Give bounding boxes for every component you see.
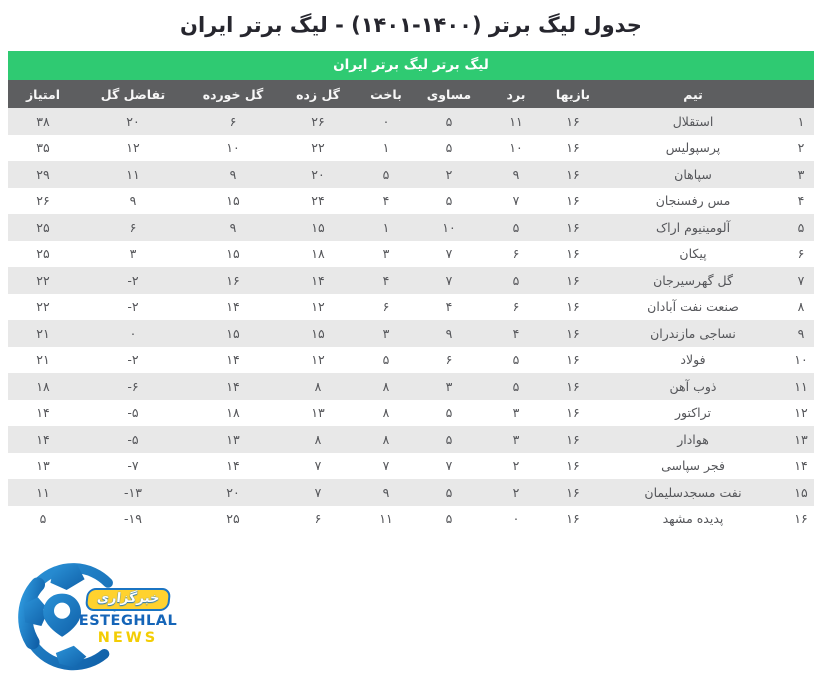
team-name-cell: فولاد bbox=[680, 352, 706, 368]
standings-table-container bbox=[8, 51, 814, 532]
gf-cell: ۲۰ bbox=[311, 166, 325, 182]
table-row bbox=[8, 506, 814, 533]
logo-title: ESTEGHLAL bbox=[78, 613, 178, 629]
team-name-cell: آلومینیوم اراک bbox=[655, 219, 731, 235]
table-row bbox=[8, 320, 814, 347]
col-header-wins: برد bbox=[484, 80, 548, 108]
played-cell: ۱۶ bbox=[566, 140, 580, 156]
losses-cell: ۰ bbox=[382, 113, 390, 129]
table-row bbox=[8, 135, 814, 162]
ga-cell: ۱۴ bbox=[226, 352, 240, 368]
pts-cell: ۳۵ bbox=[36, 140, 50, 156]
rank-cell: ۱ bbox=[797, 113, 805, 129]
gd-cell: -۲ bbox=[127, 352, 139, 368]
gd-cell: ۹ bbox=[129, 193, 137, 209]
draws-cell: ۷ bbox=[445, 272, 453, 288]
gf-cell: ۷ bbox=[314, 484, 322, 500]
table-row bbox=[8, 426, 814, 453]
rank-cell: ۱۴ bbox=[794, 458, 808, 474]
pts-cell: ۱۴ bbox=[36, 431, 50, 447]
gd-cell: ۶ bbox=[129, 219, 137, 235]
rank-cell: ۱۶ bbox=[794, 511, 808, 527]
rank-cell: ۱۱ bbox=[794, 378, 808, 394]
losses-cell: ۳ bbox=[382, 246, 390, 262]
ga-cell: ۱۵ bbox=[226, 246, 240, 262]
gd-cell: -۱۹ bbox=[124, 511, 142, 527]
draws-cell: ۴ bbox=[445, 299, 453, 315]
col-header-losses: باخت bbox=[358, 80, 414, 108]
losses-cell: ۴ bbox=[382, 272, 390, 288]
ga-cell: ۶ bbox=[229, 113, 237, 129]
team-name-cell: صنعت نفت آبادان bbox=[647, 299, 739, 315]
rank-cell: ۵ bbox=[797, 219, 805, 235]
gf-cell: ۱۸ bbox=[311, 246, 325, 262]
agency-badge: خبرگزاری bbox=[85, 588, 172, 611]
played-cell: ۱۶ bbox=[566, 272, 580, 288]
wins-cell: ۵ bbox=[512, 352, 520, 368]
pts-cell: ۲۲ bbox=[36, 272, 50, 288]
table-row bbox=[8, 267, 814, 294]
losses-cell: ۷ bbox=[382, 458, 390, 474]
draws-cell: ۵ bbox=[445, 193, 453, 209]
wins-cell: ۵ bbox=[512, 272, 520, 288]
wins-cell: ۲ bbox=[512, 484, 520, 500]
ga-cell: ۱۰ bbox=[226, 140, 240, 156]
team-name-cell: پیکان bbox=[679, 246, 707, 262]
draws-cell: ۳ bbox=[445, 378, 453, 394]
gf-cell: ۱۵ bbox=[311, 325, 325, 341]
esteghlal-news-logo bbox=[18, 563, 203, 675]
team-name-cell: پرسپولیس bbox=[665, 140, 721, 156]
team-name-cell: استقلال bbox=[672, 113, 714, 129]
draws-cell: ۵ bbox=[445, 484, 453, 500]
gd-cell: -۵ bbox=[127, 405, 139, 421]
gd-cell: ۱۲ bbox=[126, 140, 140, 156]
pts-cell: ۱۱ bbox=[36, 484, 50, 500]
table-row bbox=[8, 294, 814, 321]
rank-cell: ۲ bbox=[797, 140, 805, 156]
draws-cell: ۵ bbox=[445, 431, 453, 447]
wins-cell: ۷ bbox=[512, 193, 520, 209]
ga-cell: ۱۵ bbox=[226, 193, 240, 209]
team-name-cell: سپاهان bbox=[674, 166, 712, 182]
table-row bbox=[8, 400, 814, 427]
standings-body bbox=[8, 108, 814, 532]
losses-cell: ۱۱ bbox=[379, 511, 393, 527]
pts-cell: ۱۴ bbox=[36, 405, 50, 421]
team-name-cell: تراکتور bbox=[674, 405, 712, 421]
played-cell: ۱۶ bbox=[566, 352, 580, 368]
gf-cell: ۸ bbox=[314, 431, 322, 447]
pts-cell: ۲۱ bbox=[36, 325, 50, 341]
played-cell: ۱۶ bbox=[566, 405, 580, 421]
gf-cell: ۲۲ bbox=[311, 140, 325, 156]
gd-cell: -۵ bbox=[127, 431, 139, 447]
pts-cell: ۲۹ bbox=[36, 166, 50, 182]
losses-cell: ۴ bbox=[382, 193, 390, 209]
rank-cell: ۱۳ bbox=[794, 431, 808, 447]
ga-cell: ۱۵ bbox=[226, 325, 240, 341]
table-row bbox=[8, 188, 814, 215]
page bbox=[0, 13, 822, 690]
played-cell: ۱۶ bbox=[566, 511, 580, 527]
pts-cell: ۱۸ bbox=[36, 378, 50, 394]
gf-cell: ۱۴ bbox=[311, 272, 325, 288]
gd-cell: -۷ bbox=[127, 458, 139, 474]
draws-cell: ۷ bbox=[445, 458, 453, 474]
draws-cell: ۱۰ bbox=[442, 219, 456, 235]
col-header-rank bbox=[788, 80, 814, 108]
losses-cell: ۹ bbox=[382, 484, 390, 500]
pts-cell: ۳۸ bbox=[36, 113, 50, 129]
played-cell: ۱۶ bbox=[566, 484, 580, 500]
team-name-cell: ذوب آهن bbox=[669, 378, 717, 394]
gd-cell: ۰ bbox=[129, 325, 137, 341]
losses-cell: ۱ bbox=[382, 140, 390, 156]
played-cell: ۱۶ bbox=[566, 325, 580, 341]
gf-cell: ۱۵ bbox=[311, 219, 325, 235]
played-cell: ۱۶ bbox=[566, 378, 580, 394]
wins-cell: ۵ bbox=[512, 378, 520, 394]
gd-cell: ۱۱ bbox=[126, 166, 140, 182]
logo-text bbox=[76, 587, 180, 646]
pts-cell: ۲۱ bbox=[36, 352, 50, 368]
losses-cell: ۸ bbox=[382, 431, 390, 447]
table-row bbox=[8, 347, 814, 374]
pts-cell: ۲۲ bbox=[36, 299, 50, 315]
gd-cell: -۶ bbox=[127, 378, 139, 394]
league-banner: لیگ برتر لیگ برتر ایران bbox=[8, 51, 814, 80]
rank-cell: ۱۰ bbox=[794, 352, 808, 368]
wins-cell: ۳ bbox=[512, 431, 520, 447]
played-cell: ۱۶ bbox=[566, 166, 580, 182]
losses-cell: ۸ bbox=[382, 378, 390, 394]
table-row bbox=[8, 161, 814, 188]
wins-cell: ۰ bbox=[512, 511, 520, 527]
draws-cell: ۹ bbox=[445, 325, 453, 341]
losses-cell: ۶ bbox=[382, 299, 390, 315]
header-row bbox=[8, 80, 814, 108]
wins-cell: ۳ bbox=[512, 405, 520, 421]
gf-cell: ۷ bbox=[314, 458, 322, 474]
rank-cell: ۶ bbox=[797, 246, 805, 262]
rank-cell: ۹ bbox=[797, 325, 805, 341]
gd-cell: ۳ bbox=[129, 246, 137, 262]
pts-cell: ۲۵ bbox=[36, 219, 50, 235]
team-name-cell: نفت مسجدسلیمان bbox=[644, 484, 742, 500]
col-header-goals-against: گل خورده bbox=[188, 80, 278, 108]
wins-cell: ۵ bbox=[512, 219, 520, 235]
draws-cell: ۵ bbox=[445, 113, 453, 129]
played-cell: ۱۶ bbox=[566, 299, 580, 315]
team-name-cell: پدیده مشهد bbox=[662, 511, 724, 527]
gf-cell: ۱۲ bbox=[311, 299, 325, 315]
table-row bbox=[8, 214, 814, 241]
ga-cell: ۱۶ bbox=[226, 272, 240, 288]
losses-cell: ۵ bbox=[382, 352, 390, 368]
rank-cell: ۱۲ bbox=[794, 405, 808, 421]
played-cell: ۱۶ bbox=[566, 458, 580, 474]
losses-cell: ۳ bbox=[382, 325, 390, 341]
ga-cell: ۲۵ bbox=[226, 511, 240, 527]
played-cell: ۱۶ bbox=[566, 219, 580, 235]
pts-cell: ۵ bbox=[39, 511, 47, 527]
losses-cell: ۸ bbox=[382, 405, 390, 421]
gf-cell: ۱۳ bbox=[311, 405, 325, 421]
played-cell: ۱۶ bbox=[566, 113, 580, 129]
rank-cell: ۳ bbox=[797, 166, 805, 182]
wins-cell: ۲ bbox=[512, 458, 520, 474]
gf-cell: ۸ bbox=[314, 378, 322, 394]
pts-cell: ۲۶ bbox=[36, 193, 50, 209]
ga-cell: ۱۴ bbox=[226, 458, 240, 474]
gf-cell: ۱۲ bbox=[311, 352, 325, 368]
played-cell: ۱۶ bbox=[566, 431, 580, 447]
gd-cell: -۲ bbox=[127, 272, 139, 288]
wins-cell: ۱۰ bbox=[509, 140, 523, 156]
col-header-draws: مساوی bbox=[414, 80, 484, 108]
ga-cell: ۲۰ bbox=[226, 484, 240, 500]
ga-cell: ۱۸ bbox=[226, 405, 240, 421]
losses-cell: ۱ bbox=[382, 219, 390, 235]
played-cell: ۱۶ bbox=[566, 246, 580, 262]
wins-cell: ۹ bbox=[512, 166, 520, 182]
team-name-cell: گل گهرسیرجان bbox=[653, 272, 733, 288]
col-header-team: تیم bbox=[598, 80, 788, 108]
table-row bbox=[8, 453, 814, 480]
team-name-cell: نساجی مازندران bbox=[650, 325, 736, 341]
rank-cell: ۸ bbox=[797, 299, 805, 315]
gf-cell: ۲۶ bbox=[311, 113, 325, 129]
gf-cell: ۲۴ bbox=[311, 193, 325, 209]
wins-cell: ۴ bbox=[512, 325, 520, 341]
draws-cell: ۵ bbox=[445, 140, 453, 156]
ga-cell: ۱۳ bbox=[226, 431, 240, 447]
table-row bbox=[8, 241, 814, 268]
table-row bbox=[8, 373, 814, 400]
col-header-goals-for: گل زده bbox=[278, 80, 358, 108]
losses-cell: ۵ bbox=[382, 166, 390, 182]
col-header-points: امتیاز bbox=[8, 80, 78, 108]
draws-cell: ۷ bbox=[445, 246, 453, 262]
page-title: جدول لیگ برتر (۱۴۰۰-۱۴۰۱) - لیگ برتر ایران bbox=[180, 13, 642, 37]
draws-cell: ۲ bbox=[445, 166, 453, 182]
pts-cell: ۱۳ bbox=[36, 458, 50, 474]
table-row bbox=[8, 479, 814, 506]
ga-cell: ۱۴ bbox=[226, 378, 240, 394]
wins-cell: ۶ bbox=[512, 299, 520, 315]
draws-cell: ۵ bbox=[445, 405, 453, 421]
gd-cell: -۱۳ bbox=[124, 484, 142, 500]
col-header-goal-diff: تفاضل گل bbox=[78, 80, 188, 108]
standings-table bbox=[8, 80, 814, 532]
logo-subtitle: NEWS bbox=[97, 630, 159, 646]
ga-cell: ۹ bbox=[229, 166, 237, 182]
wins-cell: ۱۱ bbox=[509, 113, 523, 129]
rank-cell: ۴ bbox=[797, 193, 805, 209]
table-row bbox=[8, 108, 814, 135]
draws-cell: ۶ bbox=[445, 352, 453, 368]
rank-cell: ۱۵ bbox=[794, 484, 808, 500]
team-name-cell: مس رفسنجان bbox=[655, 193, 731, 209]
ga-cell: ۹ bbox=[229, 219, 237, 235]
gd-cell: ۲۰ bbox=[126, 113, 140, 129]
col-header-played: بازیها bbox=[548, 80, 598, 108]
ga-cell: ۱۴ bbox=[226, 299, 240, 315]
wins-cell: ۶ bbox=[512, 246, 520, 262]
team-name-cell: فجر سپاسی bbox=[661, 458, 725, 474]
rank-cell: ۷ bbox=[797, 272, 805, 288]
team-name-cell: هوادار bbox=[677, 431, 709, 447]
gd-cell: -۲ bbox=[127, 299, 139, 315]
gf-cell: ۶ bbox=[314, 511, 322, 527]
pts-cell: ۲۵ bbox=[36, 246, 50, 262]
draws-cell: ۵ bbox=[445, 511, 453, 527]
played-cell: ۱۶ bbox=[566, 193, 580, 209]
